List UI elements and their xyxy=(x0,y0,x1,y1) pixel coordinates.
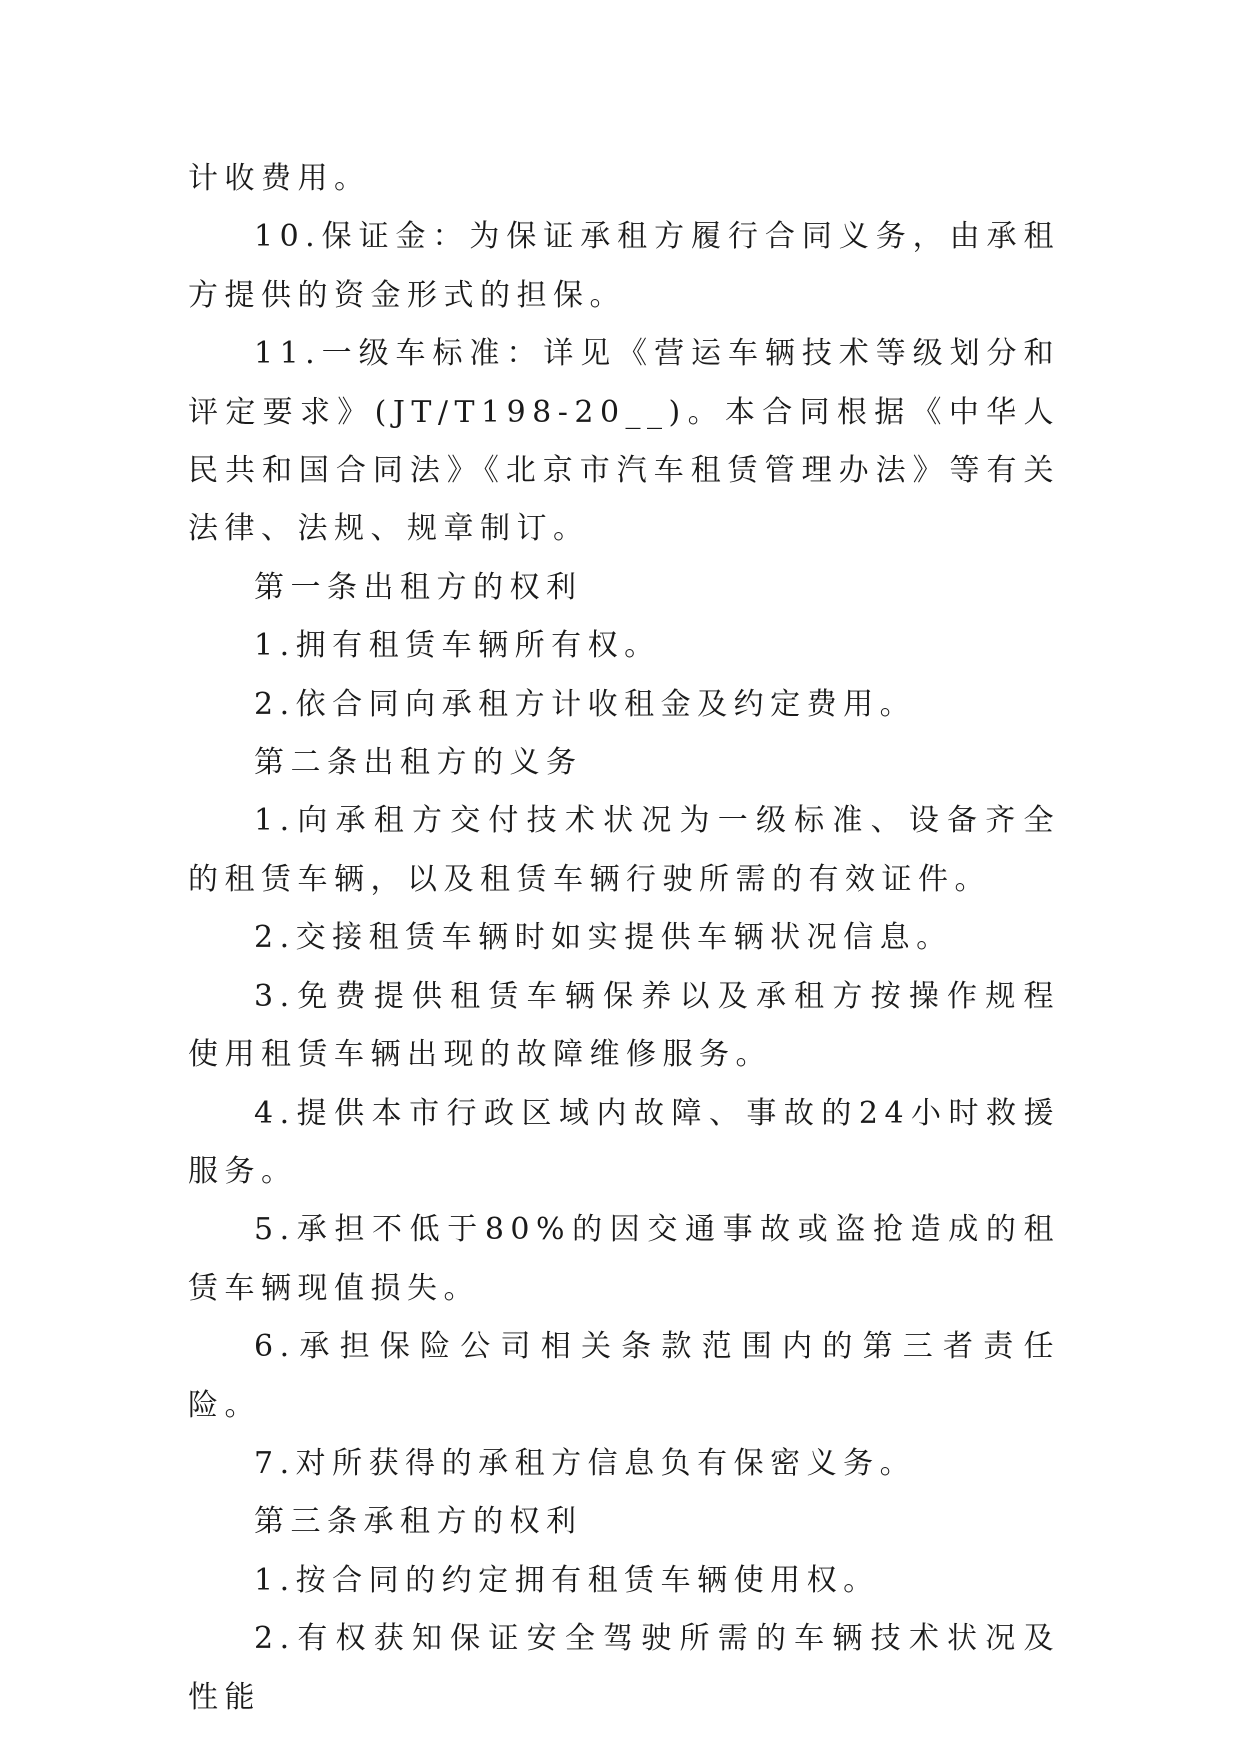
list-item: 7.对所获得的承租方信息负有保密义务。 xyxy=(254,1445,917,1481)
list-item: 6.承担保险公司相关条款范围内的第三者责任险。 xyxy=(188,1329,1060,1423)
list-item: 2.依合同向承租方计收租金及约定费用。 xyxy=(254,686,917,722)
paragraph: 11.一级车标准：详见《营运车辆技术等级划分和评定要求》(JT/T198-20__)。本合同根据《中华人民共和国合同法》《北京市汽车租赁管理办法》等有关法律、法规、规章制订。 xyxy=(188,336,1060,547)
list-item: 5.承担不低于80%的因交通事故或盗抢造成的租赁车辆现值损失。 xyxy=(188,1212,1060,1306)
list-item: 2.有权获知保证安全驾驶所需的车辆技术状况及性能 xyxy=(188,1621,1060,1715)
list-item: 3.免费提供租赁车辆保养以及承租方按操作规程使用租赁车辆出现的故障维修服务。 xyxy=(188,978,1060,1073)
paragraph: 10.保证金：为保证承租方履行合同义务，由承租方提供的资金形式的担保。 xyxy=(188,219,1060,313)
list-item: 1.向承租方交付技术状况为一级标准、设备齐全的租赁车辆，以及租赁车辆行驶所需的有效证件。 xyxy=(188,803,1060,897)
paragraph: 计收费用。 xyxy=(188,161,371,196)
list-item: 4.提供本市行政区域内故障、事故的24小时救援服务。 xyxy=(188,1095,1060,1189)
document-body xyxy=(188,150,1060,1727)
list-item: 2.交接租赁车辆时如实提供车辆状况信息。 xyxy=(254,920,953,956)
list-item: 1.拥有租赁车辆所有权。 xyxy=(254,628,661,664)
section-heading: 第一条出租方的权利 xyxy=(254,569,583,605)
list-item: 1.按合同的约定拥有租赁车辆使用权。 xyxy=(254,1562,880,1598)
section-heading: 第二条出租方的义务 xyxy=(254,745,583,781)
section-heading: 第三条承租方的权利 xyxy=(254,1504,583,1540)
